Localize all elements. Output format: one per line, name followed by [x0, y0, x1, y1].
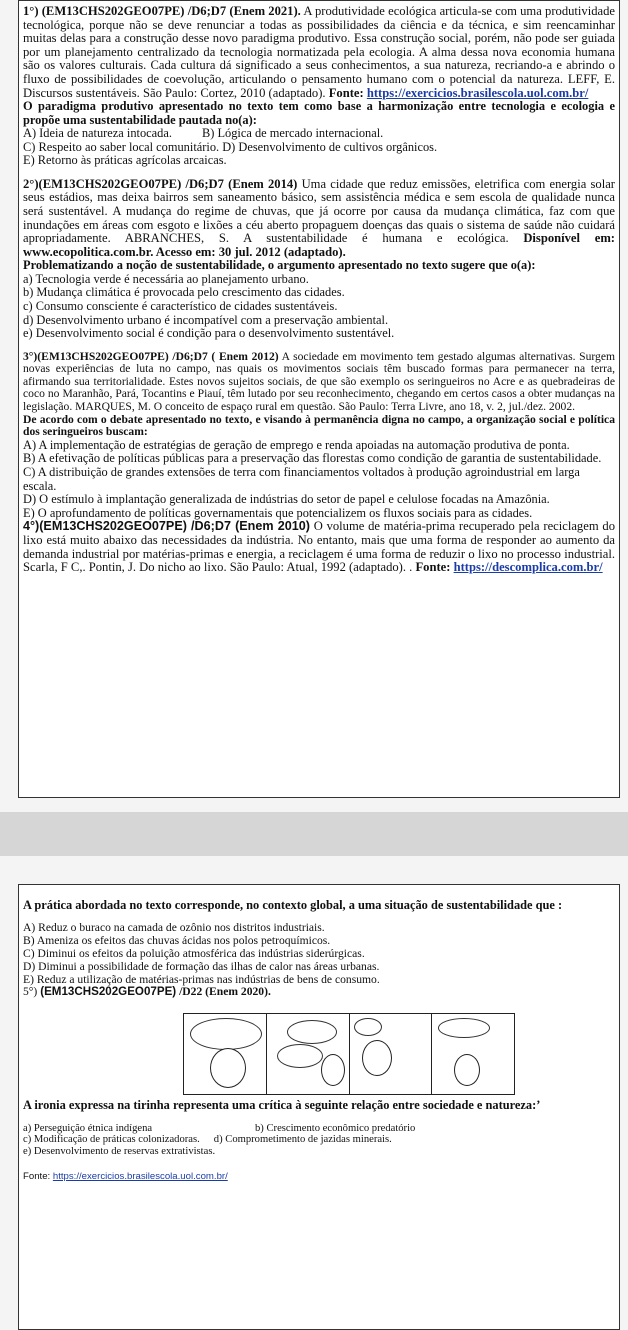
comic-panel-3 [350, 1014, 433, 1094]
document-page-2 [18, 884, 620, 1330]
question-5-option-e: e) Desenvolvimento de reservas extrativistas. [23, 1145, 216, 1157]
question-2-option-c: c) Consumo consciente é característico de cidades sustentáveis. [23, 298, 338, 313]
comic-strip-image [183, 1013, 515, 1095]
question-1-option-b: B) Lógica de mercado internacional. [201, 125, 384, 140]
question-3-option-b: B) A efetivação de políticas públicas para a preservação das florestas como condição de garantia de sustentabilidade. [23, 451, 602, 466]
question-4-stem: A prática abordada no texto corresponde, no contexto global, a uma situação de sustentabilidade que : [23, 898, 563, 912]
question-5-header: 5°) (EM13CHS202GEO07PE) /D22 (Enem 2020). [23, 985, 271, 999]
comic-panel-1 [184, 1014, 267, 1094]
document-page-1 [18, 0, 620, 798]
question-2-option-a: a) Tecnologia verde é necessária ao planejamento urbano. [23, 271, 309, 286]
question-1-header: 1°) (EM13CHS202GEO07PE) /D6;D7 (Enem 2021). [23, 4, 301, 18]
question-5-stem: A ironia expressa na tirinha representa uma crítica à seguinte relação entre sociedade e natureza:’ [23, 1098, 541, 1113]
question-5-source: Fonte: https://exercicios.brasilescola.uol.com.br/ [23, 1171, 228, 1183]
question-4-option-c: C) Diminui os efeitos da poluição atmosférica das indústrias siderúrgicas. [23, 947, 365, 960]
question-1-option-e: E) Retorno às práticas agrícolas arcaicas. [23, 153, 227, 168]
question-3-option-e: E) O aprofundamento de políticas governamentais que potencializem os fluxos sociais para as cidades. [23, 505, 533, 520]
question-2-text: 2°)(EM13CHS202GEO07PE) /D6;D7 (Enem 2014) Uma cidade que reduz emissões, eletrifica com energia solar seus estádios, mas deixa bairros sem saneamento básico, sem assistência médica e sem escola de qualidade nunca será sustentável. A mudança do regime de chuvas, que já ocorre por causa da mudança climática, faz com que inundações em áreas com esgoto e lixões a céu aberto propaguem doenças das quais o sistema de saúde não cuidará apropriadamente. ABRANCHES, S. A sustentabilidade é humana e ecológica. Disponível em: www.ecopolitica.com.br. Acesso em: 30 jul. 2012 (adaptado). [23, 176, 615, 259]
question-3-option-d: D) O estímulo à implantação generalizada de indústrias do setor de papel e celulose focadas na Amazônia. [23, 492, 550, 507]
question-3-stem: De acordo com o debate apresentado no texto, e visando à permanência digna no campo, a organização social e política dos seringueiros buscam: [23, 412, 615, 439]
question-3-option-a: A) A implementação de estratégias de geração de emprego e renda apoiadas na automação produtiva de ponta. [23, 437, 570, 452]
question-4-option-d: D) Diminui a possibilidade de formação das ilhas de calor nas áreas urbanas. [23, 959, 380, 973]
question-4-source-link[interactable]: https://descomplica.com.br/ [453, 560, 603, 575]
comic-panel-2 [267, 1014, 350, 1094]
question-1-text: 1°) (EM13CHS202GEO07PE) /D6;D7 (Enem 2021). A produtividade ecológica articula-se com uma produtividade tecnológica, porque não se deve renunciar a todas as possibilidades da ciência e da técnica, e sim reencaminhar muitas delas para a construção desse novo paradigma produtivo. Essa construção social, porém, não pode ser guiada por um planejamento centralizado da tecnologia normatizada pela ecologia. A alma dessa nova economia humana são os valores culturais. Cada cultura dá significado a seus conhecimentos, a sua natureza, recriando-a e abrindo o fluxo de possibilidades de coevolução, articulando o pensamento humano com o potencial da natureza. LEFF, E. Discursos sustentáveis. São Paulo: Cortez, 2010 (adaptado). Fonte: https://exercicios.brasilescola.uol.com.br/ [23, 4, 615, 100]
question-1-option-a: A) Ideia de natureza intocada. [23, 125, 172, 140]
question-5-source-link[interactable]: https://exercicios.brasilescola.uol.com.br/ [52, 1171, 228, 1183]
question-4-option-b: B) Ameniza os efeitos das chuvas ácidas nos polos petroquímicos. [23, 934, 331, 948]
question-2-option-b: b) Mudança climática é provocada pelo crescimento das cidades. [23, 285, 345, 300]
question-5-option-b: b) Crescimento econômico predatório [255, 1122, 416, 1134]
question-2-option-e: e) Desenvolvimento social é condição para o desenvolvimento sustentável. [23, 326, 395, 341]
question-4-option-e: E) Reduz a utilização de matérias-primas nas indústrias de bens de consumo. [23, 972, 380, 986]
question-5-options-ab [23, 1123, 615, 1135]
question-3-header: 3°)(EM13CHS202GEO07PE) /D6;D7 ( Enem 2012) [23, 349, 279, 363]
question-5-options-cd [23, 1134, 615, 1146]
question-4-option-a: A) Reduz o buraco na camada de ozônio nos distritos industriais. [23, 921, 325, 935]
question-1-stem: O paradigma produtivo apresentado no texto tem como base a harmonização entre tecnologia e ecologia e propõe uma sustentabilidade pautada no(a): [23, 99, 615, 127]
comic-panel-4 [432, 1014, 514, 1094]
question-4-header: 4°)(EM13CHS202GEO07PE) /D6;D7 (Enem 2010) [23, 519, 310, 534]
question-1-options-ab [23, 127, 615, 141]
question-3-text: 3°)(EM13CHS202GEO07PE) /D6;D7 ( Enem 2012) A sociedade em movimento tem gestado algumas alternativas. Surgem novas experiências de luta no campo, nas quais os movimentos sociais têm buscado formas para permanecer na terra, afirmando sua territorialidade. Estes novos sujeitos sociais, de que são exemplo os seringueiros no Acre e as quebradeiras de coco no Maranhão, Pará, Tocantins e Piauí, têm lutado por seu reconhecimento, chegando em certos casos a obter mudanças na legislação. MARQUES, M. O conceito de espaço rural em questão. São Paulo: Terra Livre, ano 18, v. 2, jul./dez. 2002. [23, 349, 615, 414]
question-2-stem: Problematizando a noção de sustentabilidade, o argumento apresentado no texto sugere que o(a): [23, 258, 536, 273]
question-1-source-link[interactable]: https://exercicios.brasilescola.uol.com.br/ [366, 85, 589, 100]
question-1-option-cd: C) Respeito ao saber local comunitário. D) Desenvolvimento de cultivos orgânicos. [23, 139, 438, 154]
question-3-option-c: C) A distribuição de grandes extensões de terra com financiamentos voltados à produção agroindustrial em larga escala. [23, 465, 580, 493]
page-separator [0, 812, 628, 856]
question-5-option-c: c) Modificação de práticas colonizadoras. [23, 1134, 200, 1146]
question-4-text: 4°)(EM13CHS202GEO07PE) /D6;D7 (Enem 2010) O volume de matéria-prima recuperado pela reciclagem do lixo está muito abaixo das necessidades da indústria. No entanto, mais que uma forma de responder ao aumento da demanda industrial por matérias-primas e energia, a reciclagem é uma forma de reduzir o lixo no processo industrial. Scarla, F C,. Pontin, J. Do nicho ao lixo. São Paulo: Atual, 1992 (adaptado). . Fonte: https://descomplica.com.br/ [23, 519, 615, 575]
question-2-option-d: d) Desenvolvimento urbano é incompatível com a preservação ambiental. [23, 312, 389, 327]
question-5-option-d: d) Comprometimento de jazidas minerais. [213, 1134, 392, 1146]
question-5-option-a: a) Perseguição étnica indígena [23, 1122, 153, 1134]
question-2-header: 2°)(EM13CHS202GEO07PE) /D6;D7 (Enem 2014) [23, 176, 298, 191]
